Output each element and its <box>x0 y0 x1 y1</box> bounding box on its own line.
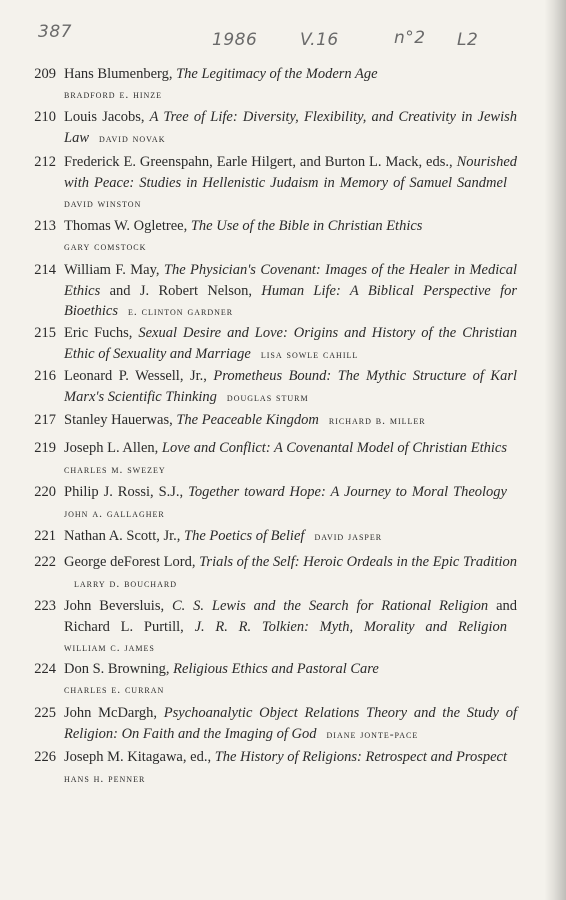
entry-book-title: Love and Conflict: A Covenantal Model of Christian Ethics <box>161 440 508 456</box>
entry-page-number: 220 <box>34 484 56 500</box>
entry-author: Hans Blumenberg, <box>64 66 177 82</box>
entry-page-number: 214 <box>34 262 56 278</box>
entry-book-title: Nourished with Peace: Studies in Hellenistic Judaism in Memory of Samuel Sandmel <box>64 154 517 191</box>
entry-page-number: 222 <box>34 554 56 570</box>
entry-reviewer: lisa sowle cahill <box>260 348 359 361</box>
entry-book-title: The Peaceable Kingdom <box>176 412 319 428</box>
entry-book-title: The History of Religions: Retrospect and Prospect <box>214 749 508 765</box>
entry-citation <box>64 260 517 323</box>
entry-reviewer: bradford e. hinze <box>64 88 163 101</box>
entry-author: Eric Fuchs, <box>64 325 139 341</box>
entry-author: Stanley Hauerwas, <box>64 412 177 428</box>
entry-citation <box>64 552 517 594</box>
entry-reviewer: john a. gallagher <box>64 507 165 520</box>
entry-reviewer: charles m. swezey <box>64 463 166 476</box>
entry-citation <box>64 659 517 700</box>
entry-author: John McDargh, <box>64 705 164 721</box>
entry-reviewer: larry d. bouchard <box>74 577 177 590</box>
entry-page-number: 224 <box>34 661 56 677</box>
entry-book-title: Sexual Desire and Love: Origins and History of the Christian Ethic of Sexuality and Marriage <box>64 325 518 362</box>
entry-author: John Beversluis, <box>64 598 172 614</box>
entry-book-title: The Use of the Bible in Christian Ethics <box>190 218 423 234</box>
entry-reviewer: charles e. curran <box>64 683 165 696</box>
entry-citation <box>64 747 517 789</box>
entry-reviewer: william c. james <box>64 642 155 654</box>
entry-citation <box>64 107 517 149</box>
entry-page-number: 219 <box>34 440 56 456</box>
entry-page-number: 216 <box>34 368 56 384</box>
handwritten-page-note: 387 <box>38 22 72 42</box>
entry-author: Louis Jacobs, <box>64 109 150 125</box>
entry-second-author: and Richard L. Purtill, <box>64 598 517 635</box>
entry-citation <box>64 366 517 408</box>
handwritten-year: 1986 <box>212 30 258 50</box>
entry-reviewer: david jasper <box>314 531 383 543</box>
entry-page-number: 221 <box>34 528 56 544</box>
entry-citation <box>64 526 517 548</box>
entry-reviewer: david novak <box>99 132 166 145</box>
entry-author: William F. May, <box>64 262 164 278</box>
entry-book-title: Religious Ethics and Pastoral Care <box>173 661 379 677</box>
entry-page-number: 212 <box>34 154 56 170</box>
entry-second-book-title: Human Life: A Biblical Perspective for Bioethics <box>64 282 517 319</box>
entry-reviewer: richard b. miller <box>328 415 426 427</box>
entry-book-title: The Poetics of Belief <box>184 528 305 544</box>
handwritten-volume: V.16 <box>300 30 339 50</box>
entry-book-title: C. S. Lewis and the Search for Rational Religion <box>171 598 489 614</box>
handwritten-number: n°2 <box>394 28 426 48</box>
entry-citation <box>64 596 517 659</box>
entry-book-title: The Legitimacy of the Modern Age <box>176 66 378 82</box>
entry-reviewer: e. clinton gardner <box>127 306 234 318</box>
entry-second-author: and J. Robert Nelson, <box>100 282 262 299</box>
entry-author: Joseph M. Kitagawa, ed., <box>64 749 215 765</box>
entry-page-number: 209 <box>34 66 56 82</box>
entry-second-book-title: J. R. R. Tolkien: Myth, Morality and Religion <box>194 618 508 635</box>
page-edge-shadow <box>544 0 566 900</box>
entry-citation <box>64 438 517 480</box>
entry-page-number: 223 <box>34 598 56 614</box>
handwritten-extra: L2 <box>457 30 479 50</box>
entry-book-title: Together toward Hope: A Journey to Moral Theology <box>188 484 507 500</box>
entry-reviewer: gary comstock <box>64 240 147 253</box>
entry-author: Joseph L. Allen, <box>64 440 162 456</box>
entry-book-title: Psychoanalytic Object Relations Theory and the Study of Religion: On Faith and the Imaging of God <box>64 705 517 742</box>
entry-citation <box>64 323 517 365</box>
entry-page-number: 226 <box>34 749 56 765</box>
entry-author: Leonard P. Wessell, Jr., <box>64 368 214 384</box>
entry-page-number: 210 <box>34 109 56 125</box>
entry-citation <box>64 216 517 257</box>
entry-page-number: 215 <box>34 325 56 341</box>
entry-citation <box>64 703 517 745</box>
entry-book-title: Trials of the Self: Heroic Ordeals in the Epic Tradition <box>199 554 518 570</box>
entry-author: George deForest Lord, <box>64 554 200 570</box>
entry-book-title: A Tree of Life: Diversity, Flexibility, and Creativity in Jewish Law <box>64 109 518 146</box>
entry-reviewer: david winston <box>64 198 142 210</box>
entry-reviewer: hans h. penner <box>64 772 146 785</box>
entry-author: Don S. Browning, <box>64 661 174 677</box>
entry-citation <box>64 152 517 215</box>
entry-book-title: Prometheus Bound: The Mythic Structure of Karl Marx's Scientific Thinking <box>64 368 517 405</box>
entry-reviewer: douglas sturm <box>226 391 309 404</box>
entry-author: Frederick E. Greenspahn, Earle Hilgert, and Burton L. Mack, eds., <box>64 154 457 170</box>
entry-citation <box>64 410 517 432</box>
entry-author: Thomas W. Ogletree, <box>64 218 191 234</box>
entry-author: Philip J. Rossi, S.J., <box>64 484 189 500</box>
entry-citation <box>64 482 517 524</box>
entry-page-number: 225 <box>34 705 56 721</box>
entry-citation <box>64 64 517 105</box>
entry-page-number: 213 <box>34 218 56 234</box>
entry-page-number: 217 <box>34 412 56 428</box>
entry-author: Nathan A. Scott, Jr., <box>64 528 185 544</box>
entry-reviewer: diane jonte-pace <box>326 728 419 741</box>
entry-book-title: The Physician's Covenant: Images of the Healer in Medical Ethics <box>64 262 517 299</box>
